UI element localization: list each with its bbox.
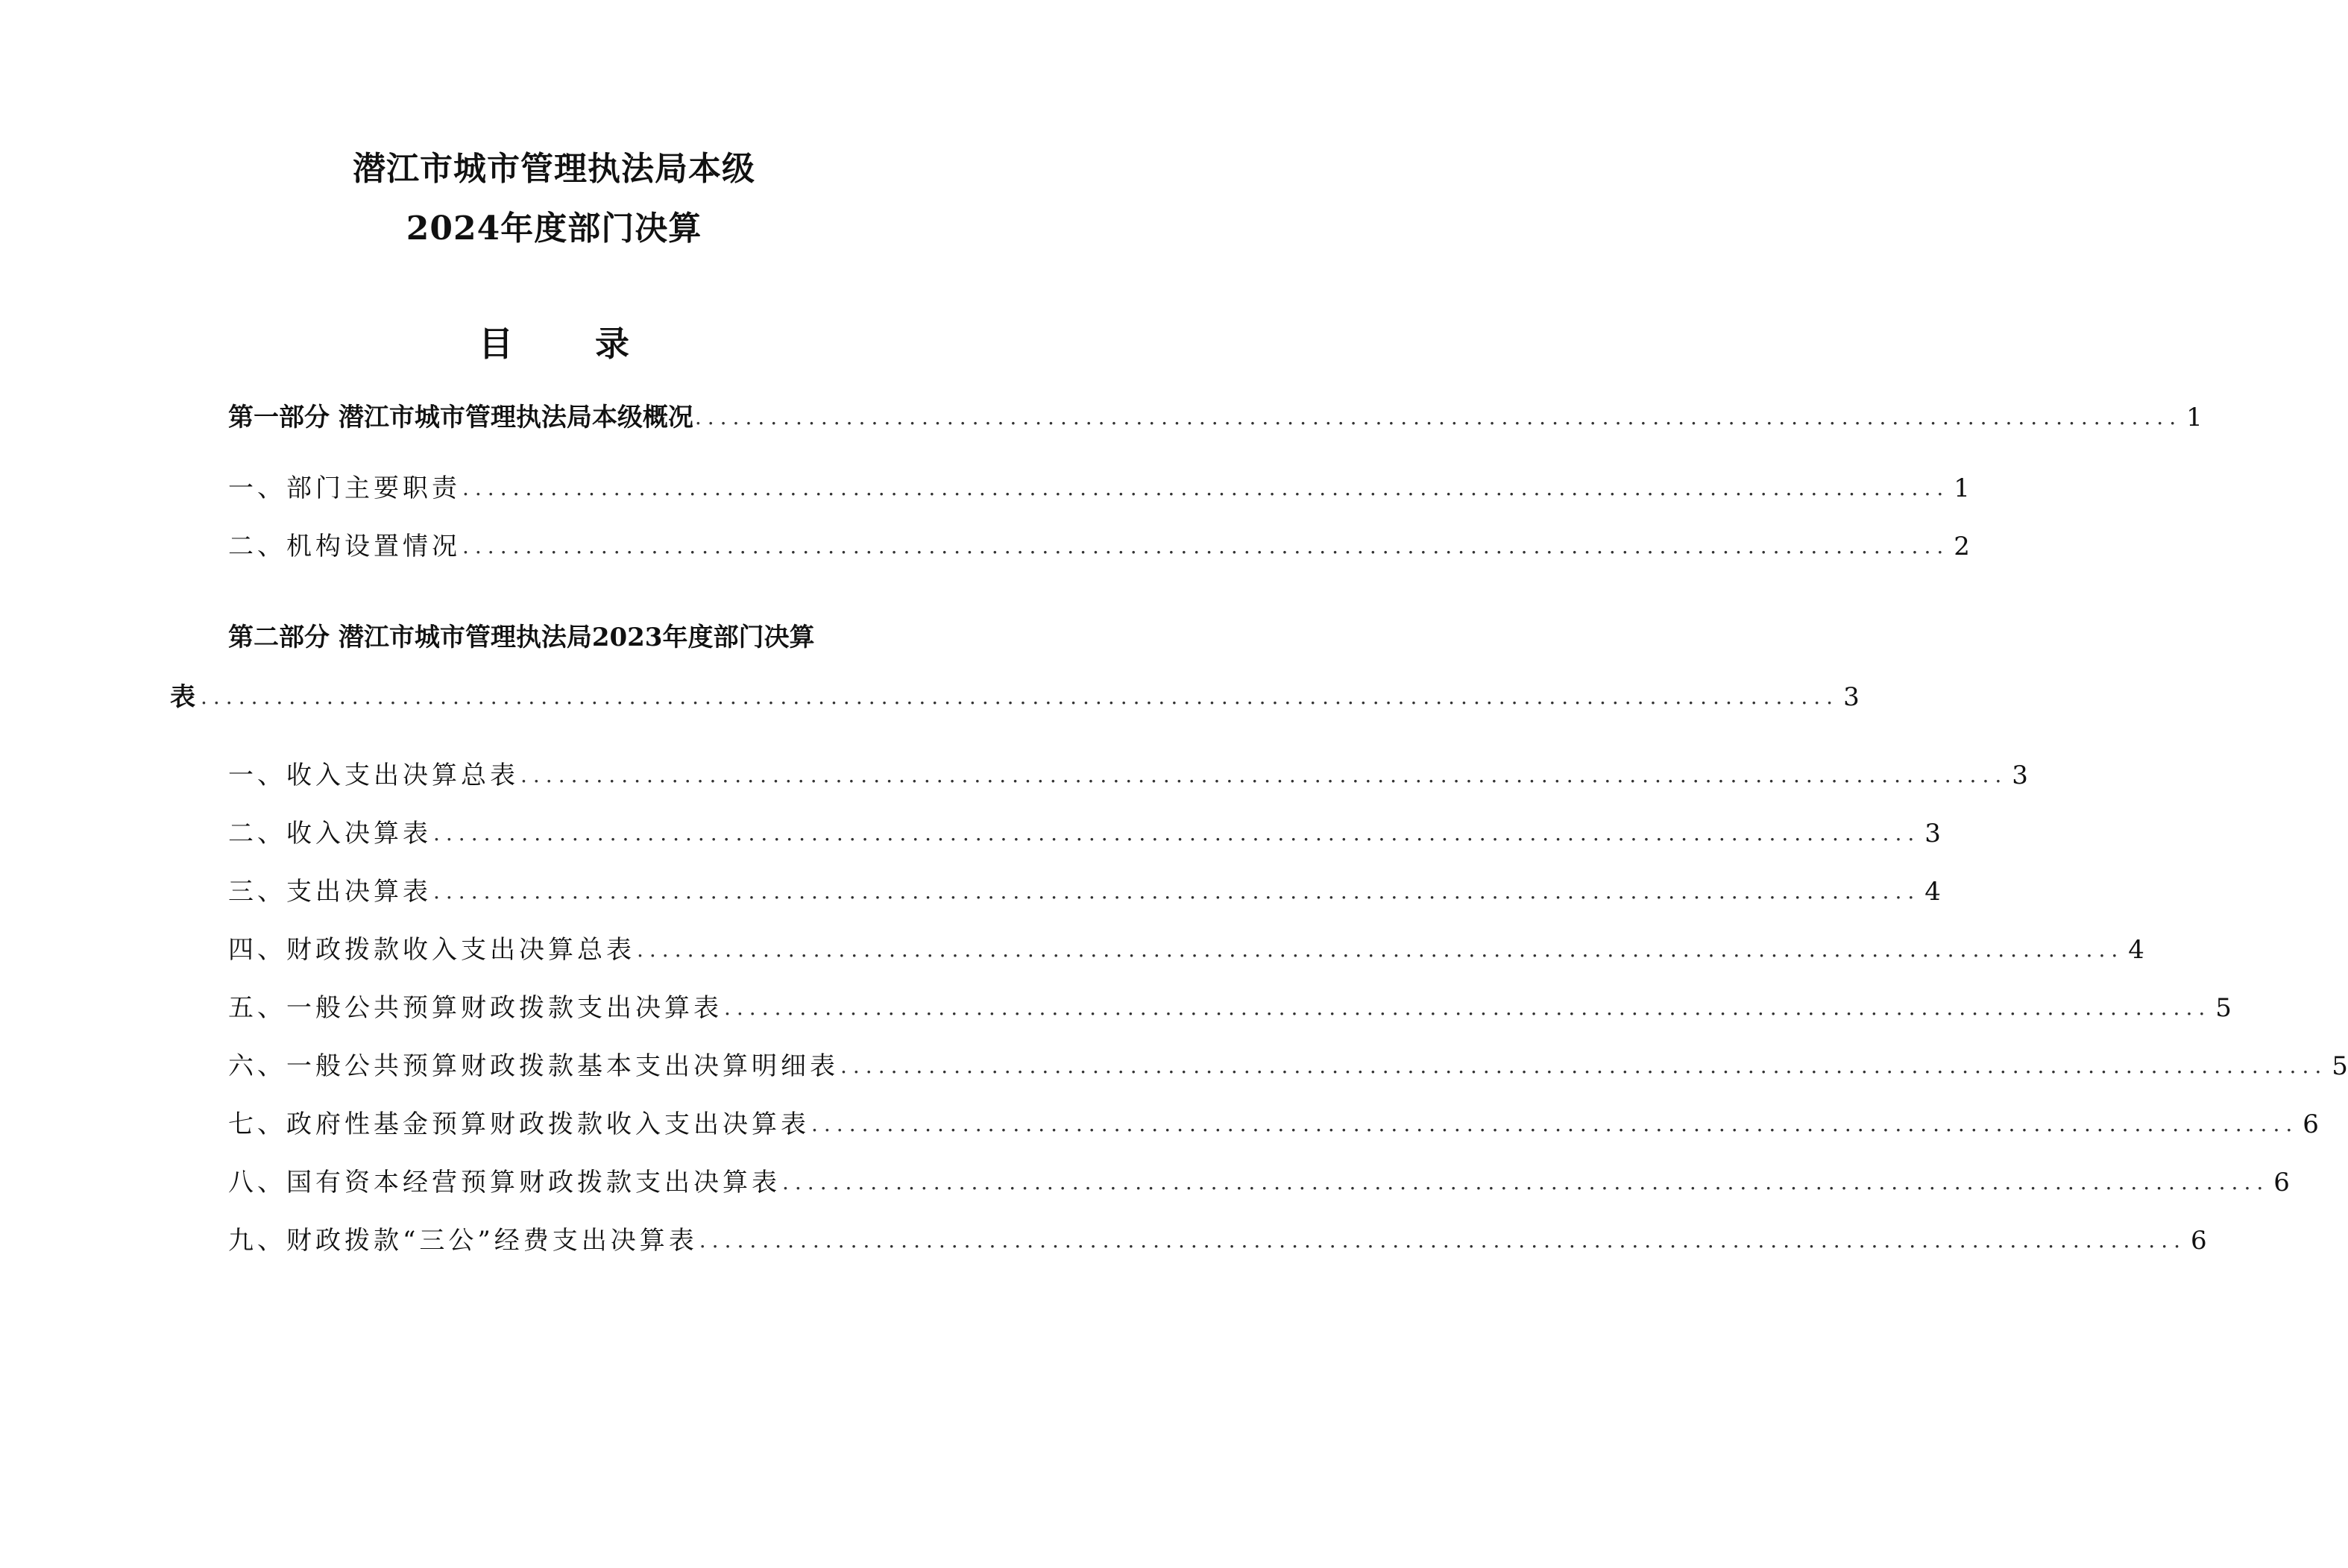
toc-item-label: 九、财政拨款“三公”经费支出决算表 <box>228 1226 698 1256</box>
toc-leader: ...................................................................................................................... <box>782 1170 2270 1194</box>
toc-item-label: 四、财政拨款收入支出决算总表 <box>228 935 635 965</box>
toc-leader: ...................................................................................................................... <box>699 1228 2187 1253</box>
toc-leader: ...................................................................................................................... <box>694 405 2182 429</box>
toc-page-number: 5 <box>2332 1051 2348 1081</box>
toc-part2-label-line1[interactable]: 第二部分 潜江市城市管理执法局2023年度部门决算 <box>228 623 815 652</box>
toc-page-number: 4 <box>1924 877 1941 907</box>
toc-leader: ...................................................................................................................... <box>462 534 1950 558</box>
toc-page-number: 3 <box>2012 761 2028 790</box>
toc-leader: ...................................................................................................................... <box>637 937 2124 962</box>
toc-leader: ...................................................................................................................... <box>840 1054 2328 1078</box>
toc-leader: ...................................................................................................................... <box>724 995 2212 1020</box>
toc-part1-label: 第一部分 潜江市城市管理执法局本级概况 <box>228 403 693 432</box>
toc-item[interactable] <box>228 470 1970 507</box>
toc-page-number: 4 <box>2128 935 2144 965</box>
toc-page-number: 1 <box>1954 473 1970 503</box>
toc-item-label: 五、一般公共预算财政拨款支出决算表 <box>228 993 723 1023</box>
toc-heading: 目录 <box>479 324 711 364</box>
toc-leader: ...................................................................................................................... <box>462 476 1950 500</box>
toc-part1[interactable] <box>228 399 2203 436</box>
toc-leader: ...................................................................................................................... <box>811 1112 2299 1136</box>
toc-item-label: 八、国有资本经营预算财政拨款支出决算表 <box>228 1168 781 1197</box>
toc-item-label: 一、部门主要职责 <box>228 473 461 503</box>
toc-leader: ...................................................................................................................... <box>433 821 1921 846</box>
toc-item[interactable] <box>228 989 2232 1027</box>
toc-leader: ...................................................................................................................... <box>520 763 2008 787</box>
toc-page-number: 6 <box>2191 1226 2207 1256</box>
toc-part2[interactable] <box>170 678 1860 716</box>
toc-item-label: 三、支出决算表 <box>228 877 432 907</box>
toc-page-number: 5 <box>2215 993 2232 1023</box>
toc-leader: ...................................................................................................................... <box>433 879 1921 904</box>
toc-item[interactable] <box>228 1048 2348 1085</box>
toc-item[interactable] <box>228 528 1970 565</box>
toc-item[interactable] <box>228 931 2144 969</box>
toc-item-label: 七、政府性基金预算财政拨款收入支出决算表 <box>228 1109 810 1139</box>
toc-item[interactable] <box>228 1164 2290 1201</box>
toc-item-label: 二、收入决算表 <box>228 819 432 848</box>
toc-item[interactable] <box>228 757 2028 794</box>
toc-part2-label-line2: 表 <box>170 682 199 712</box>
toc-item[interactable] <box>228 1222 2207 1259</box>
toc-item[interactable] <box>228 815 1941 852</box>
toc-item-label: 一、收入支出决算总表 <box>228 761 519 790</box>
toc-item[interactable] <box>228 873 1941 910</box>
document-title-line2: 2024年度部门决算 <box>406 210 702 248</box>
toc-item-label: 六、一般公共预算财政拨款基本支出决算明细表 <box>228 1051 839 1081</box>
toc-page-number: 1 <box>2186 403 2203 432</box>
toc-page-number: 6 <box>2303 1109 2319 1139</box>
toc-item-label: 二、机构设置情况 <box>228 532 461 561</box>
toc-page-number: 6 <box>2273 1168 2290 1197</box>
toc-page-number: 2 <box>1954 532 1970 561</box>
toc-page-number: 3 <box>1843 682 1860 712</box>
toc-leader: .................................................................................................................................. <box>201 684 1839 709</box>
toc-page-number: 3 <box>1924 819 1941 848</box>
document-title-line1: 潜江市城市管理执法局本级 <box>353 150 755 188</box>
toc-item[interactable] <box>228 1106 2319 1143</box>
